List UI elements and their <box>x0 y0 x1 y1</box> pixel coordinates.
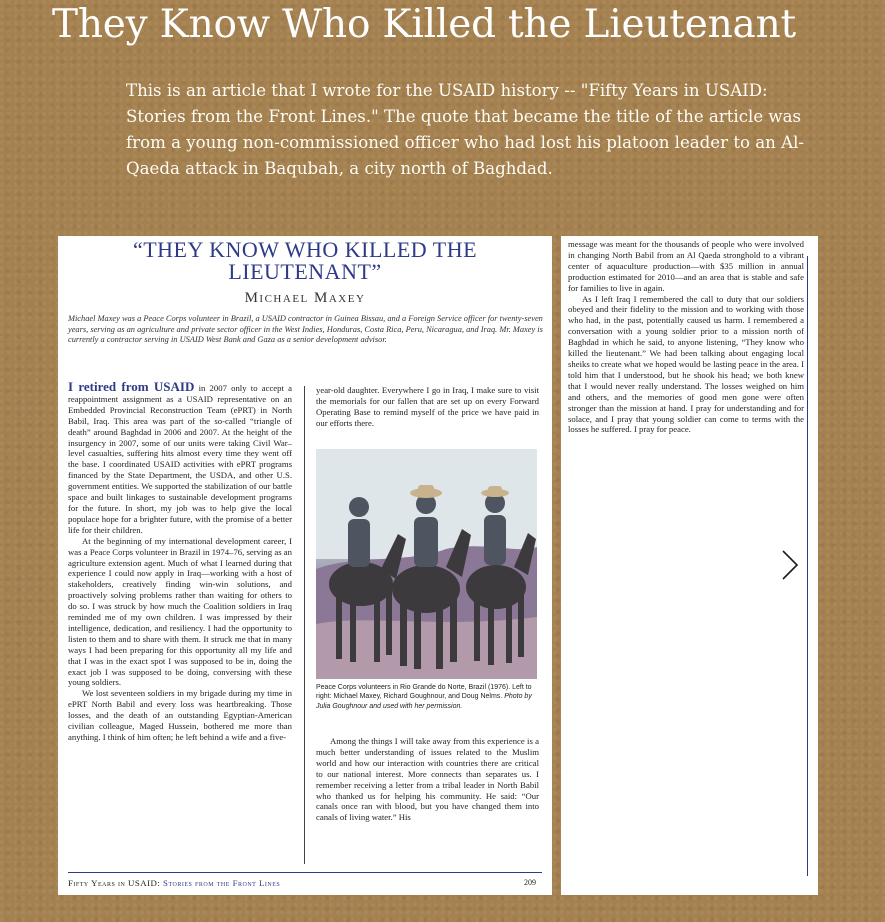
intro-paragraph: This is an article that I wrote for the USAID history -- "Fifty Years in USAID: Stories from the Front Lines." The quote that became the title of the article was from a young non-commissioned officer who had lost his platoon leader to an Al-Qaeda attack in Baqubah, a city north of Baghdad. <box>126 81 805 178</box>
article-paragraph: year-old daughter. Everywhere I go in Iraq, I make sure to visit the memorials for our fallen that are set up on every Forward Operating Base to remind myself of the price we have paid in our efforts there. <box>316 385 539 428</box>
article-paragraph: Among the things I will take away from this experience is a much better understanding of issues related to the Muslim world and how our interaction with countries there are critical to our national interest. More connects than separates us. I remember receiving a letter from a tribal leader in North Babil who thanked us for helping his community. He said: “Our canals once ran with blood, but you have changed them into canals of living water.” His <box>316 736 539 823</box>
article-title-line-2: LIEUTENANT” <box>228 259 382 284</box>
article-column-2-bottom <box>316 736 539 850</box>
page-number: 209 <box>524 878 536 887</box>
chevron-right-icon <box>780 548 800 582</box>
article-paragraph: We lost seventeen soldiers in my brigade during my time in ePRT North Babil and every loss was heartbreaking. Those losses, and the death of an outstanding Egyptian-American civilian colleague, Maged Hussein, bothered me more than anything. I think of him often; he left behind a wife and a five- <box>68 688 292 742</box>
article-title <box>58 239 552 283</box>
article-author: Michael Maxey <box>244 290 366 306</box>
article-paragraph: As I left Iraq I remembered the call to duty that our soldiers obeyed and their fidelity to the mission and to working with those who had, in the past, potentially caused us harm. I remembered a conversation with a young soldier prior to a mission north of Baghdad in which he said, to anyone listening, “They know who killed the lieutenant.” We had been talking about engaging local sheiks to create what we hoped would be lasting peace in the area. I told him that I understood, but he shook his head; we both knew that I would never really understand. The losses weighed on him and others, and the memories of good men gone were often stronger than the mission at hand. I pray for understanding and for solace, and I pray that young soldier can come to terms with the losses he suffered. I pray for peace. <box>568 293 804 435</box>
footer-divider <box>68 872 542 873</box>
peace-corps-photo <box>316 449 537 679</box>
footer-book-title: Fifty Years in USAID: <box>68 878 164 888</box>
photo-credit: Photo by Julia Goughnour and used with her permission. <box>316 693 532 710</box>
article-paragraph: At the beginning of my international development career, I was a Peace Corps volunteer in Brazil in 1974–76, serving as an agriculture extension agent. Much of what I learned during that experience I could now apply in Iraq—working with a host of stakeholders, creatively finding win-win solutions, and proactively solving problems rather than waiting for others to do so. I was struck by how much the Coalition soldiers in Iraq reminded me of my own children. I was impressed by their intelligence, dedication, and resiliency. I had the opportunity to listen to them and to share with them. It struck me that in many ways I had been preparing for this opportunity all my life and that I was in the exact spot I was supposed to be in, doing the exact job I was supposed to be doing, conversing with these young soldiers. <box>68 535 292 688</box>
next-slide-button[interactable] <box>780 548 800 582</box>
article-column-2-top <box>316 385 539 435</box>
photo-caption <box>316 683 539 711</box>
column-divider <box>304 386 305 864</box>
author-abstract: Michael Maxey was a Peace Corps volunteer in Brazil, a USAID contractor in Guinea Bissau, and a Foreign Service officer for twenty-seven years, serving as an agriculture and private sector officer in the West Indies, Honduras, Costa Rica, Peru, Nicaragua, and Iraq. Mr. Maxey is currently a contractor serving in USAID West Bank and Gaza as a senior development advisor. <box>68 314 543 344</box>
photo-riders-illustration <box>316 449 537 679</box>
photo-caption-text: Peace Corps volunteers in Rio Grande do Norte, Brazil (1976). Left to right: Michael Maxey, Richard Goughnour, and Doug Nelms. <box>316 684 532 701</box>
paragraph-text: in 2007 only to accept a reappointment assignment as a USAID representative on an Embedded Provincial Reconstruction Team (ePRT) in North Babil, Iraq. This area was part of the so-called “triangle of death” around Baghdad in 2006 and 2007. At the height of the insurgency in 2007, some of our units were taking Civil War–level casualties, suffering hits almost every time they went off the base. I coordinated USAID activities with ePRT programs financed by the State Department, the USDA, and other U.S. government entities. We supported the stabilization of our battle space and built linkages to sustainable development programs for the future. In short, my job was to help give the local populace hope for a brighter future, with the promise of a better life for their children. <box>68 383 292 535</box>
article-paragraph <box>68 382 292 536</box>
article-paragraph: message was meant for the thousands of people who were involved in changing North Babil from an Al Qaeda stronghold to a vibrant center of aquaculture production—with $35 million in annual production estimated for 2010—and an area that is stable and safe for families to live in again. <box>568 239 804 293</box>
footer-book-subtitle: Stories from the Front Lines <box>163 878 281 888</box>
page-title: They Know Who Killed the Lieutenant <box>52 2 796 47</box>
running-footer <box>68 878 280 888</box>
article-title-line-1: “THEY KNOW WHO KILLED THE <box>132 237 478 262</box>
page-edge-rule <box>807 256 808 876</box>
article-page-left <box>58 236 552 895</box>
lead-in-text: I retired from USAID <box>68 382 195 394</box>
article-column-continued <box>568 239 804 519</box>
article-column-1 <box>68 382 292 868</box>
